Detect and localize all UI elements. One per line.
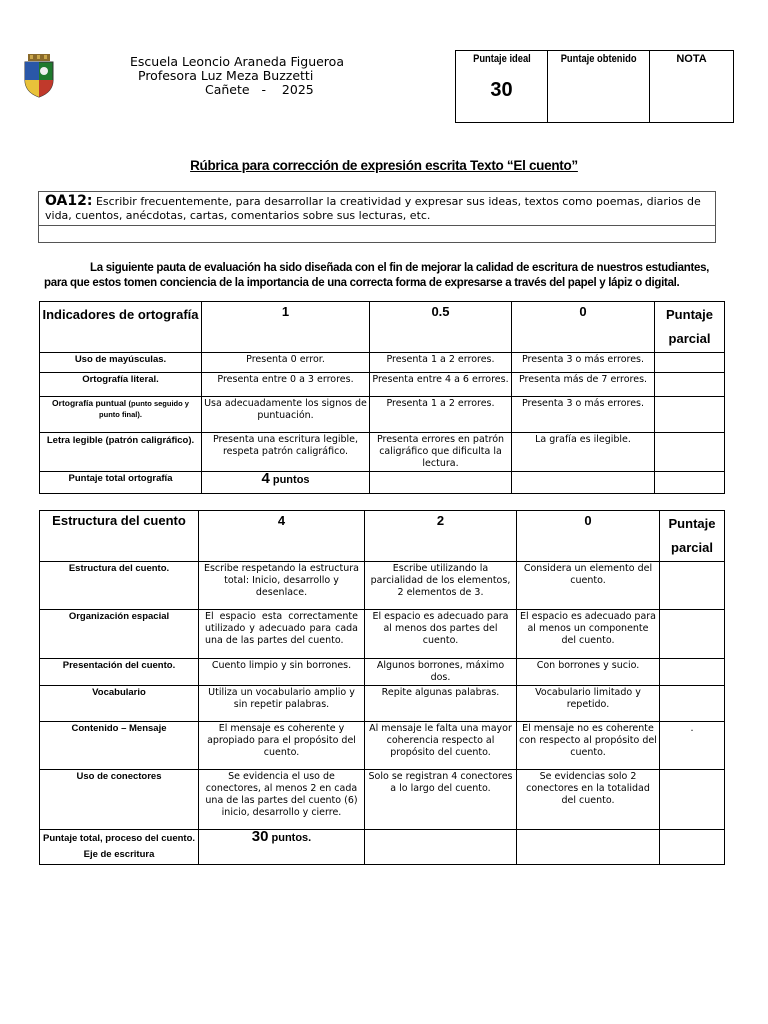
criteria-cell: Vocabulario limitado y repetido. [517,686,660,722]
table-row [40,610,725,659]
ortografia-header-partial: Puntaje parcial [655,302,725,353]
objective-code: OA12: [45,193,93,209]
school-header [130,55,344,97]
indicator-label: Contenido – Mensaje [40,722,199,770]
location-year: Cañete - 2025 [205,82,314,97]
intro-paragraph: La siguiente pauta de evaluación ha sido diseñada con el fin de mejorar la calidad de escritura de nuestros estudiantes, para que estos tomen conciencia de la importancia de una correcta forma de expresarse a través del papel y lápiz o digital. [44,262,710,289]
criteria-cell: Escribe utilizando la parcialidad de los elementos, 2 elementos de 3. [365,562,517,610]
partial-score-cell[interactable] [660,770,725,830]
ideal-score-label: Puntaje ideal [472,53,531,65]
estructura-total-row [40,830,725,865]
estructura-header-score-0: 0 [517,511,660,562]
criteria-cell: Presenta entre 0 a 3 errores. [202,373,370,397]
criteria-cell: Presenta una escritura legible, respeta patrón caligráfico. [202,433,370,472]
total-value-cell [199,830,365,865]
criteria-cell: Usa adecuadamente los signos de puntuación. [202,397,370,433]
table-row [40,353,725,373]
criteria-cell: Presenta 0 error. [202,353,370,373]
estructura-rubric-table [39,510,725,865]
criteria-cell: Cuento limpio y sin borrones. [199,659,365,686]
ideal-score-cell [456,51,548,123]
table-row [40,433,725,472]
indicator-main: Ortografía puntual [52,398,127,408]
estructura-header-score-2: 2 [365,511,517,562]
empty-cell [517,830,660,865]
ortografia-total-row [40,472,725,494]
partial-score-cell[interactable] [660,686,725,722]
ideal-score-value: 30 [490,79,513,101]
ortografia-header-score-05: 0.5 [370,302,512,353]
obtained-score-cell[interactable] [548,51,650,123]
objective-empty-row [39,226,715,242]
partial-score-cell[interactable]: . [660,722,725,770]
criteria-cell: Se evidencia el uso de conectores, al menos 2 en cada una de las partes del cuento (6) inicio, desarrollo y cierre. [199,770,365,830]
indicator-label: Organización espacial [40,610,199,659]
page-title: Rúbrica para corrección de expresión escrita Texto “El cuento” [190,158,578,173]
criteria-cell: Presenta 1 a 2 errores. [370,397,512,433]
ortografia-header-score-1: 1 [202,302,370,353]
ortografia-rubric-table [39,301,725,494]
empty-cell [512,472,655,494]
partial-score-cell[interactable] [660,562,725,610]
total-value: 30 [251,829,269,845]
estructura-header-row [40,511,725,562]
table-row [40,659,725,686]
ortografia-header-indicator: Indicadores de ortografía [40,302,202,353]
criteria-cell: El mensaje no es coherente con respecto al propósito del cuento. [517,722,660,770]
criteria-cell: El mensaje es coherente y apropiado para el propósito del cuento. [199,722,365,770]
estructura-header-score-4: 4 [199,511,365,562]
criteria-cell: Se evidencias solo 2 conectores en la totalidad del cuento. [517,770,660,830]
criteria-cell: El espacio es adecuado para al menos un componente del cuento. [517,610,660,659]
indicator-label: Uso de conectores [40,770,199,830]
school-crest-icon [22,54,56,98]
estructura-header-indicator: Estructura del cuento [40,511,199,562]
objective-box [38,191,716,243]
total-label: Puntaje total, proceso del cuento. Eje de escritura [40,830,199,865]
total-unit: puntos. [268,832,312,844]
criteria-cell: Presenta 3 o más errores. [512,397,655,433]
partial-score-cell[interactable] [655,433,725,472]
total-score-cell[interactable] [660,830,725,865]
partial-score-cell[interactable] [655,353,725,373]
indicator-label: Estructura del cuento. [40,562,199,610]
table-row [40,686,725,722]
ortografia-header-row [40,302,725,353]
table-row [40,397,725,433]
criteria-cell: Con borrones y sucio. [517,659,660,686]
indicator-label: Presentación del cuento. [40,659,199,686]
partial-score-cell[interactable] [655,373,725,397]
total-unit: puntos [269,474,310,486]
criteria-cell: El espacio esta correctamente utilizado y adecuado para cada una de las partes del cuento. [199,610,365,659]
total-label: Puntaje total ortografía [40,472,202,494]
ortografia-header-score-0: 0 [512,302,655,353]
criteria-cell: Escribe respetando la estructura total: Inicio, desarrollo y desenlace. [199,562,365,610]
indicator-label [40,397,202,433]
criteria-cell: Repite algunas palabras. [365,686,517,722]
criteria-cell: Presenta 1 a 2 errores. [370,353,512,373]
partial-score-cell[interactable] [660,659,725,686]
table-row [40,373,725,397]
table-row [40,722,725,770]
obtained-score-label: Puntaje obtenido [560,53,637,65]
criteria-cell: La grafía es ilegible. [512,433,655,472]
criteria-cell: Considera un elemento del cuento. [517,562,660,610]
total-value-cell [202,472,370,494]
teacher-name: Profesora Luz Meza Buzzetti [138,68,314,83]
objective-description: Escribir frecuentemente, para desarrollar la creatividad y expresar sus ideas, textos como poemas, diarios de vida, cuentos, anécdotas, cartas, comentarios sobre sus lecturas, etc. [45,195,701,222]
partial-score-cell[interactable] [660,610,725,659]
table-row [40,770,725,830]
objective-text [39,192,715,226]
total-value: 4 [261,471,270,487]
criteria-cell: Solo se registran 4 conectores a lo largo del cuento. [365,770,517,830]
criteria-cell: Presenta errores en patrón caligráfico que dificulta la lectura. [370,433,512,472]
score-box [455,50,734,123]
estructura-header-partial: Puntaje parcial [660,511,725,562]
criteria-cell: El espacio es adecuado para al menos dos partes del cuento. [365,610,517,659]
indicator-label: Ortografía literal. [40,373,202,397]
indicator-label: Letra legible (patrón caligráfico). [40,433,202,472]
grade-cell[interactable] [650,51,734,123]
empty-cell [365,830,517,865]
criteria-cell: Utiliza un vocabulario amplio y sin repetir palabras. [199,686,365,722]
criteria-cell: Presenta más de 7 errores. [512,373,655,397]
grade-label: NOTA [676,53,707,65]
criteria-cell: Presenta 3 o más errores. [512,353,655,373]
total-score-cell[interactable] [655,472,725,494]
indicator-label: Uso de mayúsculas. [40,353,202,373]
criteria-cell: Algunos borrones, máximo dos. [365,659,517,686]
school-name: Escuela Leoncio Araneda Figueroa [130,54,344,69]
criteria-cell: Presenta entre 4 a 6 errores. [370,373,512,397]
indicator-label: Vocabulario [40,686,199,722]
partial-score-cell[interactable] [655,397,725,433]
table-row [40,562,725,610]
criteria-cell: Al mensaje le falta una mayor coherencia respecto al propósito del cuento. [365,722,517,770]
indicator-note: (punto seguido y punto final). [99,399,189,419]
empty-cell [370,472,512,494]
